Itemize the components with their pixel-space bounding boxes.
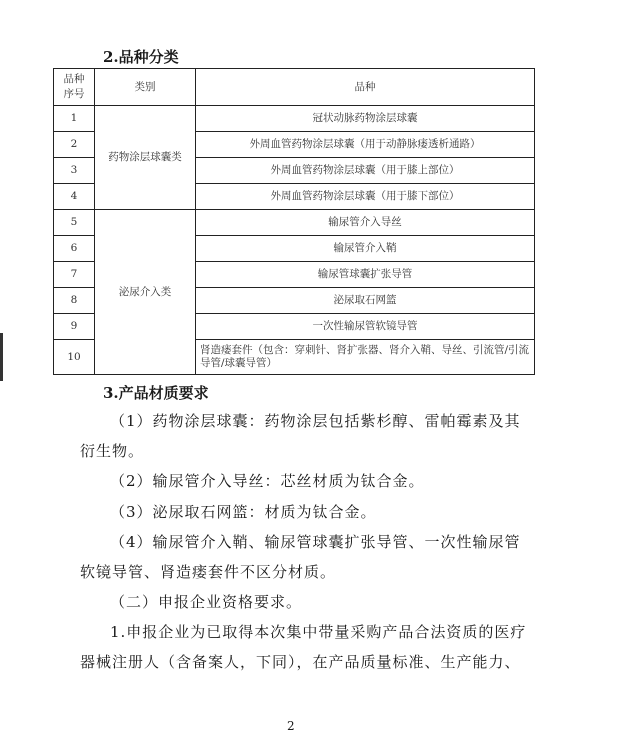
row-no: 7: [54, 262, 95, 288]
variety-cell: 输尿管介入鞘: [196, 236, 535, 262]
row-no: 6: [54, 236, 95, 262]
variety-cell: 泌尿取石网篮: [196, 288, 535, 314]
section-heading: 3.产品材质要求: [103, 384, 209, 402]
paragraph: （3）泌尿取石网篮：材质为钛合金。: [110, 503, 377, 521]
variety-cell: 冠状动脉药物涂层球囊: [196, 106, 535, 132]
header-variety: 品种: [196, 69, 535, 106]
variety-cell: 外周血管药物涂层球囊（用于膝上部位）: [196, 158, 535, 184]
row-no: 9: [54, 314, 95, 340]
variety-table: [53, 68, 535, 375]
category-cell: 药物涂层球囊类: [95, 106, 196, 210]
variety-cell: 外周血管药物涂层球囊（用于膝下部位）: [196, 184, 535, 210]
variety-cell: 输尿管球囊扩张导管: [196, 262, 535, 288]
category-cell: 泌尿介入类: [95, 210, 196, 375]
header-no: 品种序号: [54, 69, 95, 106]
variety-cell: 一次性输尿管软镜导管: [196, 314, 535, 340]
row-no: 3: [54, 158, 95, 184]
row-no: 8: [54, 288, 95, 314]
table-row: [54, 210, 535, 236]
row-no: 1: [54, 106, 95, 132]
header-category: 类别: [95, 69, 196, 106]
paragraph: （2）输尿管介入导丝：芯丝材质为钛合金。: [110, 472, 425, 490]
paragraph: （二）申报企业资格要求。: [110, 593, 303, 611]
paragraph: （4）输尿管介入鞘、输尿管球囊扩张导管、一次性输尿管软镜导管、肾造瘘套件不区分材质。: [80, 533, 521, 581]
section-heading: 2.品种分类: [103, 48, 179, 66]
variety-cell: 外周血管药物涂层球囊（用于动静脉瘘透析通路）: [196, 132, 535, 158]
page-number: 2: [287, 719, 295, 733]
edge-mark: [0, 333, 3, 381]
variety-cell: 肾造瘘套件（包含：穿刺针、肾扩张器、肾介入鞘、导丝、引流管/引流导管/球囊导管）: [196, 340, 535, 375]
paragraph: （1）药物涂层球囊：药物涂层包括紫杉醇、雷帕霉素及其衍生物。: [80, 412, 521, 460]
row-no: 2: [54, 132, 95, 158]
row-no: 4: [54, 184, 95, 210]
table-row: [54, 106, 535, 132]
variety-cell: 输尿管介入导丝: [196, 210, 535, 236]
row-no: 5: [54, 210, 95, 236]
row-no: 10: [54, 340, 95, 375]
paragraph: 1.申报企业为已取得本次集中带量采购产品合法资质的医疗器械注册人（含备案人，下同），在产品质量标准、生产能力、: [80, 623, 527, 671]
table-header: [54, 69, 535, 106]
